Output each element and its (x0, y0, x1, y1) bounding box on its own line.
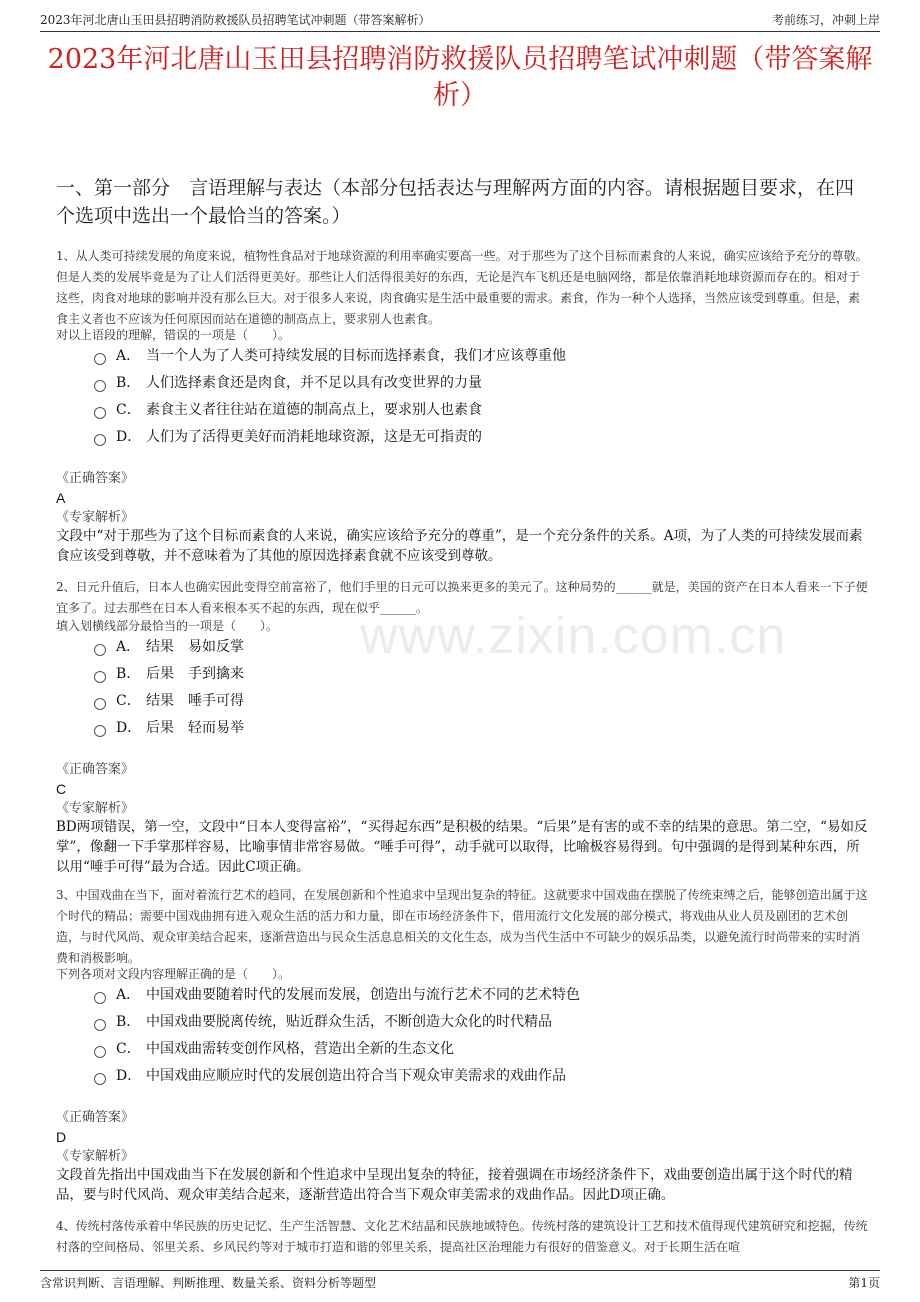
explanation-label: 《专家解析》 (56, 1149, 135, 1164)
option-letter: B． (116, 666, 141, 682)
option-letter: C． (116, 693, 141, 709)
option-text: 素食主义者往往站在道德的制高点上，要求别人也素食 (146, 402, 482, 418)
question-3-option-a[interactable] (94, 985, 580, 1005)
question-3-option-d[interactable] (94, 1066, 566, 1086)
question-2-option-a[interactable] (94, 637, 244, 657)
option-text: 结果 易如反掌 (146, 639, 244, 655)
option-letter: C． (116, 1041, 141, 1057)
option-letter: D． (116, 1068, 142, 1084)
explanation-text: BD两项错误，第一空，文段中“日本人变得富裕”，“买得起东西”是积极的结果。“后果”是有害的或不幸的结果的意思。第二空，“易如反掌”，像翻一下手掌那样容易，比喻事情非常容易做。“唾手可得”，动手就可以取得，比喻极容易得到。句中强调的是得到某种东西，所以用“唾手可得”最为合适。因此C项正确。 (56, 819, 868, 875)
answer-label: 《正确答案》 (56, 1110, 135, 1125)
option-letter: D． (116, 429, 142, 445)
option-text: 中国戏曲要脱离传统，贴近群众生活，不断创造大众化的时代精品 (146, 1014, 552, 1030)
option-letter: C． (116, 402, 141, 418)
header-doc-title: 2023年河北唐山玉田县招聘消防救援队员招聘笔试冲刺题（带答案解析） (40, 13, 431, 27)
answer-label: 《正确答案》 (56, 762, 135, 777)
answer-label: 《正确答案》 (56, 471, 135, 486)
radio-icon[interactable] (94, 644, 106, 656)
question-1-option-b[interactable] (94, 373, 482, 393)
radio-icon[interactable] (94, 353, 106, 365)
question-4-body: 4、传统村落传承着中华民族的历史记忆、生产生活智慧、文化艺术结晶和民族地域特色。传统村落的建筑设计工艺和技术值得现代建筑研究和挖掘，传统村落的空间格局、邻里关系、乡风民约等对于城市打造和谐的邻里关系，提高社区治理能力有很好的借鉴意义。对于长期生活在喧 (56, 1219, 868, 1254)
option-text: 中国戏曲应顺应时代的发展创造出符合当下观众审美需求的戏曲作品 (146, 1068, 566, 1084)
option-letter: D． (116, 720, 142, 736)
radio-icon[interactable] (94, 407, 106, 419)
option-text: 后果 轻而易举 (146, 720, 244, 736)
option-letter: A． (116, 348, 141, 364)
option-text: 当一个人为了人类可持续发展的目标而选择素食，我们才应该尊重他 (146, 348, 566, 364)
question-1-option-a[interactable] (94, 346, 566, 366)
option-letter: A． (116, 987, 141, 1003)
answer-value: C (56, 781, 67, 797)
explanation-text: 文段首先指出中国戏曲当下在发展创新和个性追求中呈现出复杂的特征，接着强调在市场经济条件下，戏曲要创造出属于这个时代的精品，要与时代风尚、观众审美结合起来，逐渐营造出符合当下观众审美需求的戏曲作品。因此D项正确。 (56, 1167, 853, 1203)
question-3-body: 3、中国戏曲在当下，面对着流行艺术的趋同，在发展创新和个性追求中呈现出复杂的特征。这就要求中国戏曲在摆脱了传统束缚之后，能够创造出属于这个时代的精品；需要中国戏曲拥有进入观众生活的活力和力量，即在市场经济条件下，借用流行文化发展的部分模式，将戏曲从业人员及剧团的艺术创造，与时代风尚、观众审美结合起来，逐渐营造出与民众生活息息相关的文化生态，成为当代生活中不可缺少的娱乐品类，以避免流行时尚带来的实时消费和消极影响。 (56, 888, 868, 965)
option-text: 中国戏曲要随着时代的发展而发展，创造出与流行艺术不同的艺术特色 (146, 987, 580, 1003)
option-text: 中国戏曲需转变创作风格，营造出全新的生态文化 (146, 1041, 454, 1057)
explanation-label: 《专家解析》 (56, 801, 135, 816)
option-text: 结果 唾手可得 (146, 693, 244, 709)
radio-icon[interactable] (94, 434, 106, 446)
option-letter: B． (116, 375, 141, 391)
radio-icon[interactable] (94, 1046, 106, 1058)
radio-icon[interactable] (94, 671, 106, 683)
question-2-option-d[interactable] (94, 718, 244, 738)
footer-topics: 含常识判断、言语理解、判断推理、数量关系、资料分析等题型 (40, 1276, 377, 1290)
watermark: www.zixin.com.cn (360, 607, 787, 665)
question-1-body: 1、从人类可持续发展的角度来说，植物性食品对于地球资源的利用率确实要高一些。对于那些为了这个目标而素食的人来说，确实应该给予充分的尊敬。但是人类的发展毕竟是为了让人们活得更美好。那些让人们活得很美好的东西，无论是汽车飞机还是电脑网络，都是依靠消耗地球资源而存在的。相对于这些，肉食对地球的影响并没有那么巨大。对于很多人来说，肉食确实是生活中最重要的需求。素食，作为一种个人选择，当然应该受到尊重。但是，素食主义者也不应该为任何原因而站在道德的制高点上，要求别人也素食。 (56, 249, 868, 326)
radio-icon[interactable] (94, 725, 106, 737)
radio-icon[interactable] (94, 698, 106, 710)
radio-icon[interactable] (94, 1073, 106, 1085)
question-2-prompt: 填入划横线部分最恰当的一项是（ ）。 (56, 619, 279, 633)
page-number: 第1页 (848, 1276, 880, 1290)
question-3-prompt: 下列各项对文段内容理解正确的是（ ）。 (56, 967, 291, 981)
section-heading: 一、第一部分 言语理解与表达（本部分包括表达与理解两方面的内容。请根据题目要求，在四个选项中选出一个最恰当的答案。） (56, 177, 855, 227)
page-footer (40, 1270, 880, 1291)
option-text: 人们为了活得更美好而消耗地球资源，这是无可指责的 (146, 429, 482, 445)
question-1-option-d[interactable] (94, 427, 482, 447)
header-slogan: 考前练习，冲刺上岸 (771, 13, 880, 27)
radio-icon[interactable] (94, 1019, 106, 1031)
radio-icon[interactable] (94, 992, 106, 1004)
radio-icon[interactable] (94, 380, 106, 392)
option-text: 人们选择素食还是肉食，并不足以具有改变世界的力量 (146, 375, 482, 391)
page-header (40, 10, 880, 32)
option-letter: A． (116, 639, 141, 655)
question-1-prompt: 对以上语段的理解，错误的一项是（ ）。 (56, 328, 291, 342)
question-1-option-c[interactable] (94, 400, 482, 420)
question-2-body: 2、日元升值后，日本人也确实因此变得空前富裕了，他们手里的日元可以换来更多的美元了。这种局势的______就是，美国的资产在日本人看来一下子便宜多了。过去那些在日本人看来根本买不起的东西，现在似乎______。 (56, 580, 868, 615)
option-text: 后果 手到擒来 (146, 666, 244, 682)
document-title: 2023年河北唐山玉田县招聘消防救援队员招聘笔试冲刺题（带答案解析） (47, 44, 873, 111)
question-2-option-b[interactable] (94, 664, 244, 684)
question-2-option-c[interactable] (94, 691, 244, 711)
answer-value: A (56, 490, 66, 506)
explanation-label: 《专家解析》 (56, 510, 135, 525)
question-3-option-c[interactable] (94, 1039, 454, 1059)
question-3-option-b[interactable] (94, 1012, 552, 1032)
explanation-text: 文段中“对于那些为了这个目标而素食的人来说，确实应该给予充分的尊重”，是一个充分条件的关系。A项，为了人类的可持续发展而素食应该受到尊敬，并不意味着为了其他的原因选择素食就不应该受到尊敬。 (56, 528, 863, 564)
answer-value: D (56, 1129, 67, 1145)
option-letter: B． (116, 1014, 141, 1030)
